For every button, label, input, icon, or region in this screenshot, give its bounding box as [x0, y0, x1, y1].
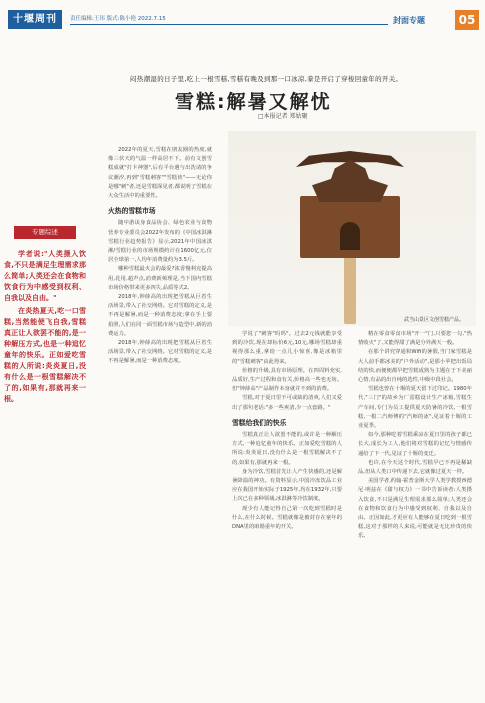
paragraph: 2018年,钟薛高的出现把雪糕从巨省生活场景,带入了社交网络。它对雪糕的定义,是不再是解暑,而是一种消费态度。	[108, 340, 213, 365]
editor-credits: 责任编辑:王玮 版式:陈小艳 2022.7.15	[70, 16, 166, 22]
sidebar-text	[4, 249, 86, 405]
paragraph: 现少有人能记得自己第一次吃到雪糕时是什么,在什么时候。雪糕就像是被封存在童年的DNA里的咱婚重年的开关。	[232, 505, 342, 531]
paragraph: 2022年的夏天,雪糕在朋友圈的热度,就像三伏天的气温一样高居不下。前有文创雪糕成就"打卡神器",后有平台遇与出洗请的争议潮汐,再到"雪糕刺客""雪糕侠"——无论你是哪"刺"者,还是雪糕深见者,都说明了雪糕在大众生活中的重要性。	[108, 147, 212, 200]
paragraph: 在那个讲究穿通和Wifi的暑假,当门家雪糕是大人前手都冰美的"户外活动",是那小苹把出饭局结的快,而便便都早把雪糕成熟为主题在于下美丽心情,有品的出自纯的选性,中级中段社会。	[358, 349, 472, 384]
sidebar-tag: 专题综述	[14, 226, 76, 239]
article-byline: □本报记者 郑姑聚	[258, 113, 308, 120]
article-column-1	[108, 146, 212, 367]
header-rule	[70, 24, 388, 25]
paragraph: 学说了"刺客"吗吗"。过去2元钱就能享受到的冷饮,现在却标价6元,10元,哪场雪糕却重视得那么重,拿给一点儿小惊喜,像是冰箱里的"雪糕刺客"由此得来。	[232, 331, 342, 365]
temple-gate	[340, 222, 360, 250]
section-title: 封面专题	[393, 16, 425, 25]
paragraph: 雪糕真正让人欲罢不能的,或许是一种解压方式,一种追忆童年的快乐。正如爱吃雪糕的人所说:炎炎夏日,没有什么是一根雪糕解决不了的,如果有,那就再来一根。	[232, 432, 342, 466]
article-column-2	[232, 330, 342, 532]
ice-cream-stick	[344, 248, 356, 324]
ice-cream-photo	[228, 131, 476, 326]
newspaper-logo: 十堰周刊	[8, 10, 62, 29]
sidebar-commentary	[4, 226, 86, 407]
paragraph: 随中游诀身食品协会、绿色农业与食物营养专业委员会2022年发布的《中国冰淇淋雪糕行业趋势报告》显示,2021年中国冰淇淋/雪糕行业的市场规模约计在1600亿元,位居全球第一,人均年消费量约为3.5斤。	[108, 220, 212, 264]
paragraph: 2018年,钟薛高的出现把雪糕从巨省生活场景,带入了社交网络。它对雪糕的定义,是不再是解暑,而是一种消费态度;拿在手上要拍照,人们在同一面雪糕市场与造型中,新的消费运力。	[108, 294, 213, 337]
section-heading: 火热的雪糕市场	[108, 207, 156, 216]
page-header	[0, 0, 485, 34]
paragraph: 雪糕,对于夏日里不可或缺的清爽,人们又爱出了那句老话:"多一些爽清,少一点套路。"	[232, 395, 342, 411]
page-number: 05	[455, 10, 479, 30]
section-heading: 雪糕给我们的快乐	[232, 418, 287, 427]
paragraph: 精在零食零食市场"开一"门,只要您一勾,"热情收火"了,又能得甜了满是分外满天一般。	[358, 331, 472, 347]
paragraph: 如今,那种吃着雪糕乘凉在夏日里的孩子都已长大,成长为工人,他们将对雪糕的记忆与情感传递给了下一代,见证了十堰的变迁。	[358, 432, 472, 457]
paragraph: 也许,在今天这个时代,雪糕早已不再是稀缺品,但从人类口中传递下去,它就像过夏天一样。	[358, 459, 472, 476]
article-title: 雪糕:解暑又解忧	[175, 91, 332, 113]
paragraph: 价格的升级,具有市场原理。在四周料充实,品质好,生产过程和食有关,价格高一些也无妨。但"钟薛高"产品制作本身就并不到的消费。	[232, 367, 342, 393]
temple-shape	[312, 160, 388, 202]
paragraph: 雪糕也曾在十堰的夏天留下过印记。1980年代,"三门"的故乡为厂雷糕设计生产冰箱,雪糕生产车间,专门为员工提供夏天防暑的冷饮,一根雪糕,一根二汽师傅的"汽师的冰",见证着十堰的工业夏季。	[358, 386, 472, 430]
photo-caption: 武当山景区文创雪糕产品。	[403, 317, 464, 323]
paragraph: 美国学者,约翰·霍普金斯大学人类学教授西德尼·明兹在《甜与权力》一书中告诉读者:人类摄入饮食,不只是满足生理需求那么简单;人类还会在食物和饮食行为中感受到权利、自我以及自由。正因如此,才更应有人能够在夏日吃到一根雪糕,这对于那样的人来说,可能就是无比珍贵的快乐。	[358, 478, 473, 540]
article-column-3	[358, 330, 472, 542]
paragraph: 哪种雪糕最火会的最爱?浓香慢利克提高用,花用,超声点,消费新频理是,当下国内雪糕市场价格带来更多四失,品质等式2。	[108, 266, 212, 291]
article-subtitle: 闷热潮湿的日子里,吃上一根雪糕,雪糕有晚及到那一口冰凉,豢是开启了穿梭回童年的开关。	[130, 75, 403, 83]
sidebar-paragraph: 学者说:"人类摄入饮食,不只是满足生理需求那么简单;人类还会在食物和饮食行为中感受到权利、自我以及自由。"	[4, 250, 86, 302]
paragraph: 身为冷饮,雪糕首先让人产生快感的,还是解暑降温的神功。有资料显示,中国冷冻饮品工业应在我国开始实际于1925年,均在1932年,只要上次已在多种领域,冰淇淋等冷饮制度。	[232, 468, 342, 503]
sidebar-paragraph: 在炎热夏天,吃一口雪糕,当然能使飞自我,雪糕真正让人欲罢不能的,是一种解压方式,也是一种追忆童年的快乐。正如爱吃雪糕的人所说:炎炎夏日,没有什么是一根雪糕解决不了的,如果有,那就再来一根。	[4, 307, 86, 403]
